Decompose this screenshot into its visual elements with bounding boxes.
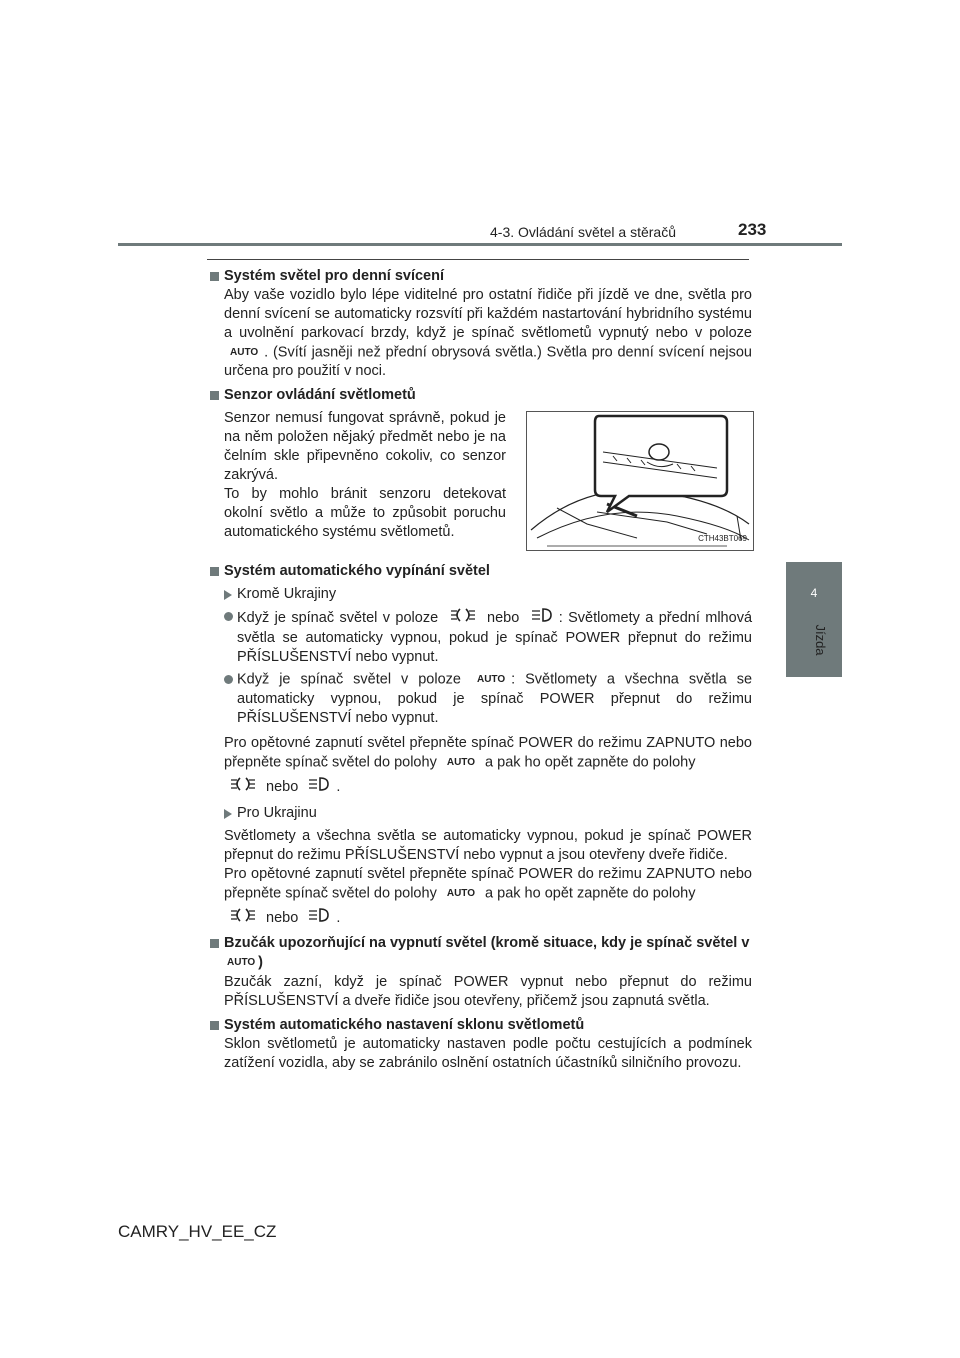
text-run: : Světlomety a všechna světla se automaticky vypnou, pokud je spínač POWER přepnut do režimu PŘÍSLUŠENSTVÍ nebo vypnut. xyxy=(237,671,753,726)
section-paragraph: Bzučák zazní, když je spínač POWER vypnut nebo přepnut do režimu PŘÍSLUŠENSTVÍ a dveře řidiče jsou otevřeny, přičemž jsou zapnutá světla. xyxy=(224,973,752,1009)
parking-light-icon xyxy=(450,607,476,629)
section-title: 4-3. Ovládání světel a stěračů xyxy=(490,224,676,240)
section-rule xyxy=(207,259,749,260)
text-run: . (Svítí jasněji než přední obrysová světla.) Světla pro denní svícení nejsou určena pro použití v noci. xyxy=(224,344,752,380)
section-paragraph xyxy=(224,734,752,772)
auto-position-icon: AUTO xyxy=(446,756,476,768)
text-run: nebo xyxy=(266,910,299,927)
arrow-icon xyxy=(224,590,232,600)
section-buzzer xyxy=(210,934,752,1010)
section-paragraph: Sklon světlometů je automaticky nastaven podle počtu cestujících a podmínek zatížení vozidla, aby se zabránilo oslnění ostatních účastníků silničního provozu. xyxy=(224,1035,752,1071)
section-heading: Systém automatického vypínání světel xyxy=(210,562,752,581)
bullet-item xyxy=(224,670,752,727)
section-heading: Senzor ovládání světlometů xyxy=(210,386,752,405)
section-sensor xyxy=(210,386,752,557)
document-code: CAMRY_HV_EE_CZ xyxy=(118,1222,277,1241)
subheading-ukraine xyxy=(224,804,752,823)
text-run: Když je spínač světel v poloze xyxy=(237,610,439,627)
section-heading: Systém automatického nastavení sklonu světlometů xyxy=(210,1016,752,1035)
section-leveling xyxy=(210,1016,752,1073)
parking-light-icon xyxy=(230,907,256,929)
section-paragraph xyxy=(224,865,752,903)
text-run: Aby vaše vozidlo bylo lépe viditelné pro ostatní řidiče při jízdě ve dne, světla pro denní svícení se automaticky rozsvítí při každém nastartování hybridního systému a uvolnění parkovací brzdy, když je spínač světlometů vypnutý nebo v poloze xyxy=(224,287,752,341)
text-run: . xyxy=(336,910,341,927)
headlight-icon xyxy=(531,607,553,629)
text-run: a pak ho opět zapněte do polohy xyxy=(485,753,696,770)
auto-position-icon: AUTO xyxy=(227,957,256,969)
section-heading: Systém světel pro denní svícení xyxy=(210,267,752,286)
bullet-icon xyxy=(224,612,233,621)
text-run: Když je spínač světel v poloze xyxy=(237,671,461,688)
auto-position-icon: AUTO xyxy=(230,347,259,358)
icon-line xyxy=(224,907,752,929)
auto-position-icon: AUTO xyxy=(446,887,476,899)
text-run: Pro opětovné zapnutí světel přepněte spínač POWER do režimu ZAPNUTO nebo přepněte spínač světel do polohy xyxy=(224,865,752,902)
arrow-icon xyxy=(224,809,232,819)
sensor-illustration xyxy=(526,411,754,551)
main-content xyxy=(210,262,752,1073)
bullet-icon xyxy=(224,675,233,684)
figure-code: CTH43BT069 xyxy=(698,534,747,544)
auto-position-icon: AUTO xyxy=(476,674,506,686)
text-run: Pro opětovné zapnutí světel přepněte spínač POWER do režimu ZAPNUTO nebo přepněte spínač světel do polohy xyxy=(224,734,752,770)
section-paragraph xyxy=(224,286,752,381)
sensor-text-1: Senzor nemusí fungovat správně, pokud je na něm položen nějaký předmět nebo je na čelním skle připevněno cokoliv, co senzor zakrývá. xyxy=(224,410,506,484)
text-run: . xyxy=(336,778,341,795)
sensor-block xyxy=(210,409,752,557)
headlight-icon xyxy=(308,776,330,798)
text-run: Bzučák upozorňující na vypnutí světel (kromě situace, kdy je spínač světel v xyxy=(224,935,750,952)
text-run: a pak ho opět zapněte do polohy xyxy=(485,885,696,902)
text-run: nebo xyxy=(487,610,520,627)
section-auto-off xyxy=(210,562,752,929)
subheading-not-ukraine xyxy=(224,585,752,604)
section-heading xyxy=(210,934,752,972)
sensor-text xyxy=(224,409,506,542)
parking-light-icon xyxy=(230,776,256,798)
page-number: 233 xyxy=(738,220,767,239)
text-run: nebo xyxy=(266,778,299,795)
sensor-text-2: To by mohlo bránit senzoru detekovat okolní světlo a může to způsobit poruchu automatického systému světlometů. xyxy=(224,486,506,541)
headlight-icon xyxy=(308,907,330,929)
chapter-label: Jízda xyxy=(813,624,828,656)
chapter-number: 4 xyxy=(810,586,818,600)
subheading-text: Pro Ukrajinu xyxy=(237,804,317,821)
text-run: : Světlomety a přední mlhová světla se automaticky vypnou, pokud je spínač POWER přepnut do režimu PŘÍSLUŠENSTVÍ nebo vypnut. xyxy=(237,610,753,666)
text-run: ) xyxy=(258,954,263,971)
section-drl xyxy=(210,267,752,381)
subheading-text: Kromě Ukrajiny xyxy=(237,586,337,603)
header-rule xyxy=(118,243,842,246)
bullet-item xyxy=(224,607,752,667)
section-paragraph: Světlomety a všechna světla se automaticky vypnou, pokud je spínač POWER přepnut do režimu PŘÍSLUŠENSTVÍ nebo vypnut a jsou otevřeny dveře řidiče. xyxy=(224,827,752,863)
icon-line xyxy=(224,776,752,798)
